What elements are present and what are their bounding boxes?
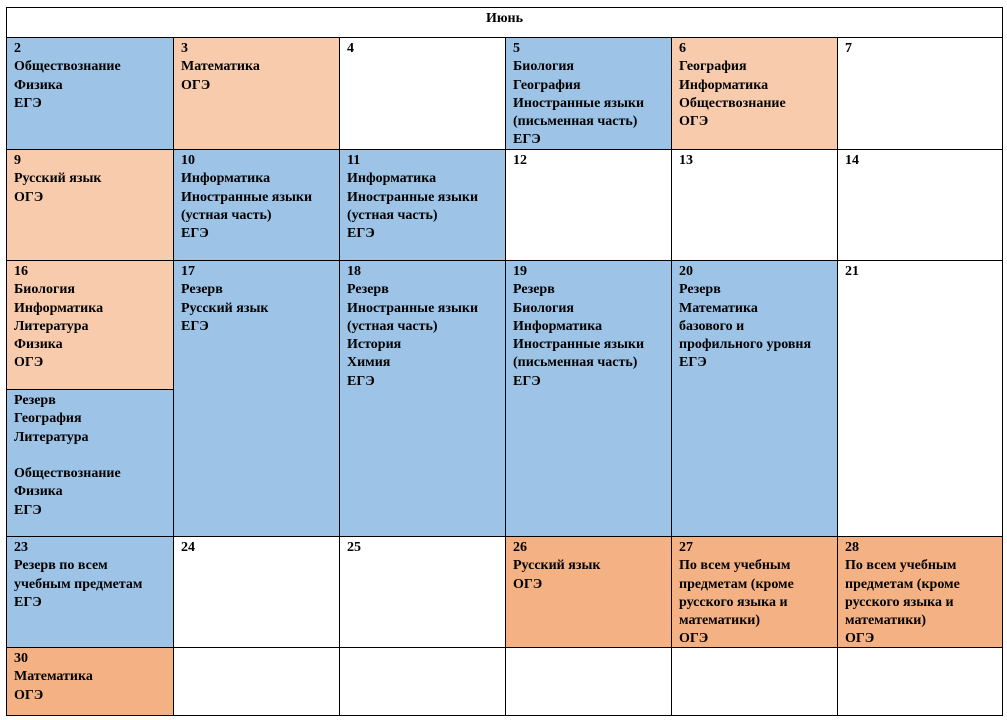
day-cell-23: 23 Резерв по всем учебным предметам ЕГЭ: [6, 536, 174, 648]
empty-cell: [837, 647, 1003, 716]
empty-cell: [339, 647, 506, 716]
day-cell-30: 30 Математика ОГЭ: [6, 647, 174, 716]
day-cell-9: 9 Русский язык ОГЭ: [6, 149, 174, 261]
day-cell-13: 13: [671, 149, 838, 261]
day-cell-26: 26 Русский язык ОГЭ: [505, 536, 672, 648]
day-cell-21: 21: [837, 260, 1003, 537]
day-cell-24: 24: [173, 536, 340, 648]
day-cell-16-oge: 16 Биология Информатика Литература Физика ОГЭ: [6, 260, 174, 390]
day-cell-2: 2 Обществознание Физика ЕГЭ: [6, 37, 174, 150]
day-cell-12: 12: [505, 149, 672, 261]
day-cell-19: 19 Резерв Биология Информатика Иностранные языки (письменная часть) ЕГЭ: [505, 260, 672, 537]
day-cell-28: 28 По всем учебным предметам (кроме русского языка и математики) ОГЭ: [837, 536, 1003, 648]
day-cell-27: 27 По всем учебным предметам (кроме русского языка и математики) ОГЭ: [671, 536, 838, 648]
empty-cell: [173, 647, 340, 716]
day-cell-14: 14: [837, 149, 1003, 261]
day-cell-16-ege: Резерв География Литература Обществознание Физика ЕГЭ: [6, 389, 174, 537]
day-cell-17: 17 Резерв Русский язык ЕГЭ: [173, 260, 340, 537]
exam-calendar-table: [6, 7, 1003, 716]
month-header: Июнь: [6, 7, 1003, 38]
day-cell-6: 6 География Информатика Обществознание ОГЭ: [671, 37, 838, 150]
day-cell-3: 3 Математика ОГЭ: [173, 37, 340, 150]
day-cell-11: 11 Информатика Иностранные языки (устная часть) ЕГЭ: [339, 149, 506, 261]
day-cell-7: 7: [837, 37, 1003, 150]
day-cell-20: 20 Резерв Математика базового и профильного уровня ЕГЭ: [671, 260, 838, 537]
day-cell-4: 4: [339, 37, 506, 150]
day-cell-10: 10 Информатика Иностранные языки (устная часть) ЕГЭ: [173, 149, 340, 261]
day-cell-18: 18 Резерв Иностранные языки (устная часть) История Химия ЕГЭ: [339, 260, 506, 537]
day-cell-25: 25: [339, 536, 506, 648]
day-cell-5: 5 Биология География Иностранные языки (письменная часть) ЕГЭ: [505, 37, 672, 150]
empty-cell: [671, 647, 838, 716]
empty-cell: [505, 647, 672, 716]
